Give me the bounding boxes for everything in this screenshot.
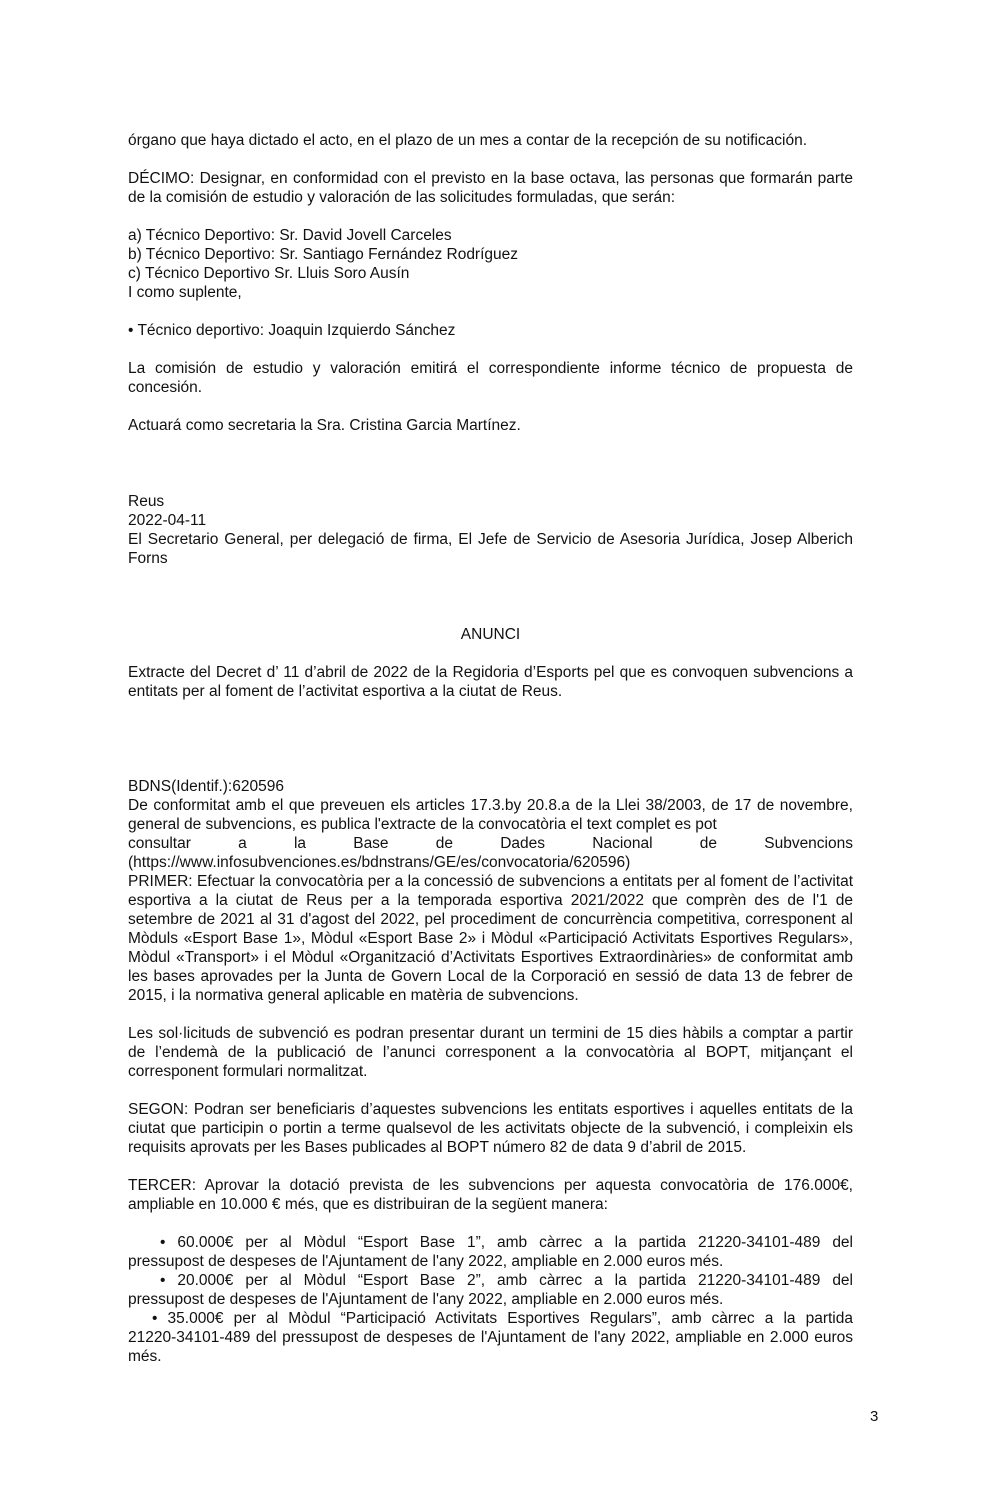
member-a: a) Técnico Deportivo: Sr. David Jovell Carceles: [128, 227, 452, 244]
member-b: b) Técnico Deportivo: Sr. Santiago Fernández Rodríguez: [128, 246, 519, 263]
paragraph-tercer: TERCER: Aprovar la dotació prevista de les subvencions per aquesta convocatòria de 176.000€, ampliable en 10.000 € més, que es distribuiran de la següent manera:: [128, 1177, 853, 1213]
budget-item-2-rest: pressupost de despeses de l'Ajuntament de l'any 2022, ampliable en 2.000 euros més.: [128, 1291, 724, 1308]
commission-members: [128, 226, 853, 302]
budget-item-1-rest: pressupost de despeses de l'Ajuntament de l'any 2022, ampliable en 2.000 euros més.: [128, 1253, 724, 1270]
paragraph-comision: La comisión de estudio y valoración emitirá el correspondiente informe técnico de propuesta de concesión.: [128, 360, 853, 396]
conformitat-url: (https://www.infosubvenciones.es/bdnstrans/GE/es/convocatoria/620596): [128, 854, 631, 871]
paragraph-secretaria: Actuará como secretaria la Sra. Cristina Garcia Martínez.: [128, 417, 521, 434]
list-item: [128, 1271, 853, 1309]
member-c: c) Técnico Deportivo Sr. Lluis Soro Ausín: [128, 265, 410, 282]
budget-item-3-rest: 21220-34101-489 del pressupost de despeses de l'Ajuntament de l'any 2022, ampliable en 2.000 euros més.: [128, 1329, 853, 1365]
signature-block: [128, 492, 853, 568]
bdns-block: [128, 777, 853, 1005]
paragraph-sollicituds: Les sol·licituds de subvenció es podran presentar durant un termini de 15 dies hàbils a comptar a partir de l’endemà de la publicació de l’anunci corresponent a la convocatòria al BOPT, mitjançant el corresponent formulari normalitzat.: [128, 1025, 853, 1080]
paragraph-decimo: DÉCIMO: Designar, en conformidad con el previsto en la base octava, las personas que formarán parte de la comisión de estudio y valoración de las solicitudes formuladas, que serán:: [128, 170, 853, 206]
suplente-intro: I como suplente,: [128, 284, 242, 301]
list-item: [128, 1309, 853, 1366]
signature-signer: El Secretario General, per delegació de firma, El Jefe de Servicio de Asesoria Jurídica, Josep Alberich Forns: [128, 531, 853, 567]
list-item: [128, 1233, 853, 1271]
suplente-member: • Técnico deportivo: Joaquin Izquierdo Sánchez: [128, 322, 456, 339]
budget-list: [128, 1233, 853, 1366]
paragraph-segon: SEGON: Podran ser beneficiaris d’aquestes subvencions les entitats esportives i aquelles entitats de la ciutat que participin o portin a terme qualsevol de les activitats objecte de la subvenció, i compleixin els requisits aprovats per les Bases publicades al BOPT número 82 de data 9 d’abril de 2015.: [128, 1101, 853, 1156]
budget-item-2-first: • 20.000€ per al Mòdul “Esport Base 2”, amb càrrec a la partida 21220-34101-489 del: [160, 1272, 853, 1289]
bdns-identifier: BDNS(Identif.):620596: [128, 778, 284, 795]
document-page: [128, 131, 853, 1366]
budget-item-1-first: • 60.000€ per al Mòdul “Esport Base 1”, amb càrrec a la partida 21220-34101-489 del: [160, 1234, 853, 1251]
paragraph-primer: PRIMER: Efectuar la convocatòria per a la concessió de subvencions a entitats per al foment de l’activitat esportiva a la ciutat de Reus per a la temporada esportiva 2021/2022 que comprèn des de l'1 de setembre de 2021 al 31 d'agost del 2022, pel procediment de concurrència competitiva, corresponent al Mòduls «Esport Base 1», Mòdul «Esport Base 2» i Mòdul «Participació Activitats Esportives Regulars», Mòdul «Transport» i el Mòdul «Organització d’Activitats Esportives Extraordinàries» de conformitat amb les bases aprovades per la Junta de Govern Local de la Corporació en sessió de data 13 de febrer de 2015, i la normativa general aplicable en matèria de subvencions.: [128, 873, 853, 1004]
signature-date: 2022-04-11: [128, 512, 207, 529]
conformitat-consultar: consultar a la Base de Dades Nacional de Subvencions: [128, 835, 853, 852]
paragraph-continuation: órgano que haya dictado el acto, en el plazo de un mes a contar de la recepción de su notificación.: [128, 132, 808, 149]
anunci-extract: Extracte del Decret d’ 11 d’abril de 2022 de la Regidoria d’Esports pel que es convoquen subvencions a entitats per al foment de l’activitat esportiva a la ciutat de Reus.: [128, 664, 853, 700]
page-number: 3: [870, 1408, 879, 1425]
anunci-title: ANUNCI: [460, 626, 521, 643]
conformitat-text: De conformitat amb el que preveuen els articles 17.3.by 20.8.a de la Llei 38/2003, de 17 de novembre, general de subvencions, es publica l'extracte de la convocatòria el text complet es pot: [128, 797, 853, 833]
budget-item-3-first: • 35.000€ per al Mòdul “Participació Activitats Esportives Regulars”, amb càrrec a la partida: [152, 1310, 853, 1327]
signature-place: Reus: [128, 493, 165, 510]
